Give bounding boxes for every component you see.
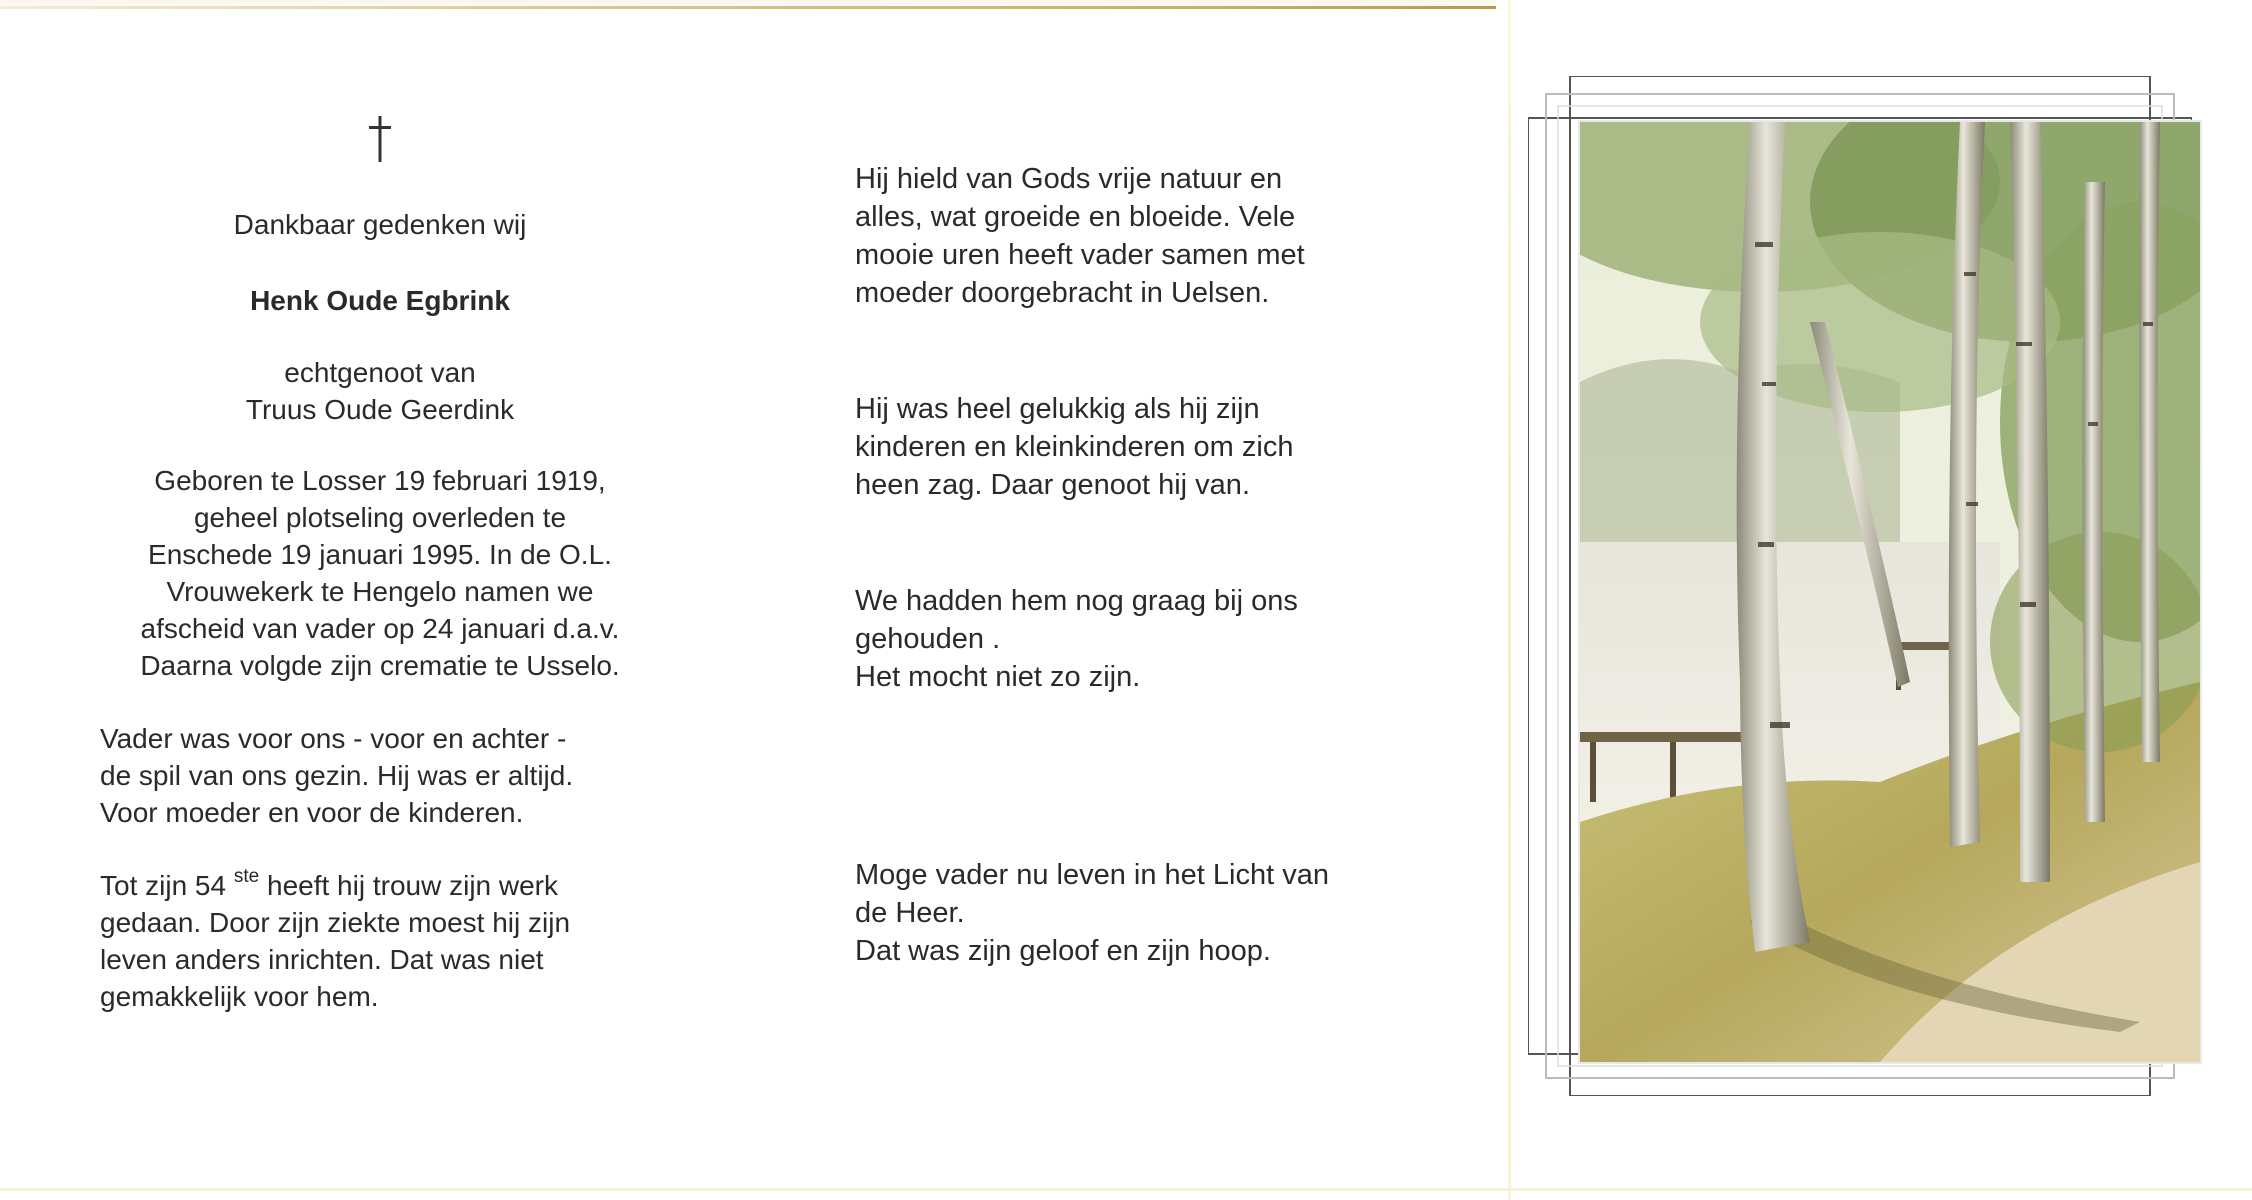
faith-paragraph: Moge vader nu leven in het Licht van de Heer. Dat was zijn geloof en zijn hoop. bbox=[855, 859, 1329, 967]
landscape-photo bbox=[1578, 120, 2202, 1064]
work-text-start: Tot zijn 54 bbox=[100, 870, 234, 901]
left-column bbox=[100, 110, 660, 1051]
birch-trees-lake-photo-icon bbox=[1580, 122, 2200, 1062]
work-superscript: ste bbox=[233, 866, 260, 887]
scan-edge-line bbox=[0, 6, 1496, 9]
work-text-end: heeft hij trouw zijn werk gedaan. Door zijn ziekte moest hij zijn leven anders inrichten. Dat was niet gemakkelijk voor hem. bbox=[100, 870, 571, 1012]
work-paragraph bbox=[100, 867, 660, 1015]
spouse-name: Truus Oude Geerdink bbox=[245, 394, 515, 425]
missed-paragraph: We hadden hem nog graag bij ons gehouden . Het mocht niet zo zijn. bbox=[855, 585, 1298, 693]
deceased-name: Henk Oude Egbrink bbox=[250, 285, 510, 316]
middle-column bbox=[855, 160, 1415, 970]
nature-paragraph: Hij hield van Gods vrije natuur en alles, wat groeide en bloeide. Vele mooie uren heeft vader samen met moeder doorgebracht in Uelsen. bbox=[855, 163, 1305, 309]
card-fold bbox=[1508, 0, 1511, 1200]
grandchildren-paragraph: Hij was heel gelukkig als hij zijn kinderen en kleinkinderen om zich heen zag. Daar genoot hij van. bbox=[855, 393, 1294, 501]
remembrance-heading: Dankbaar gedenken wij bbox=[233, 209, 527, 240]
biography-text: Geboren te Losser 19 februari 1919, geheel plotseling overleden te Enschede 19 januari 1995. In de O.L. Vrouwekerk te Hengelo namen we afscheid van vader op 24 januari d.a.v. Daarna volgde zijn crematie te Usselo. bbox=[140, 465, 620, 681]
scan-edge-bottom bbox=[0, 1188, 2252, 1191]
family-paragraph: Vader was voor ons - voor en achter - de spil van ons gezin. Hij was er altijd. Voor moeder en voor de kinderen. bbox=[100, 723, 574, 828]
cross-icon bbox=[360, 110, 400, 166]
spouse-label: echtgenoot van bbox=[284, 357, 476, 388]
